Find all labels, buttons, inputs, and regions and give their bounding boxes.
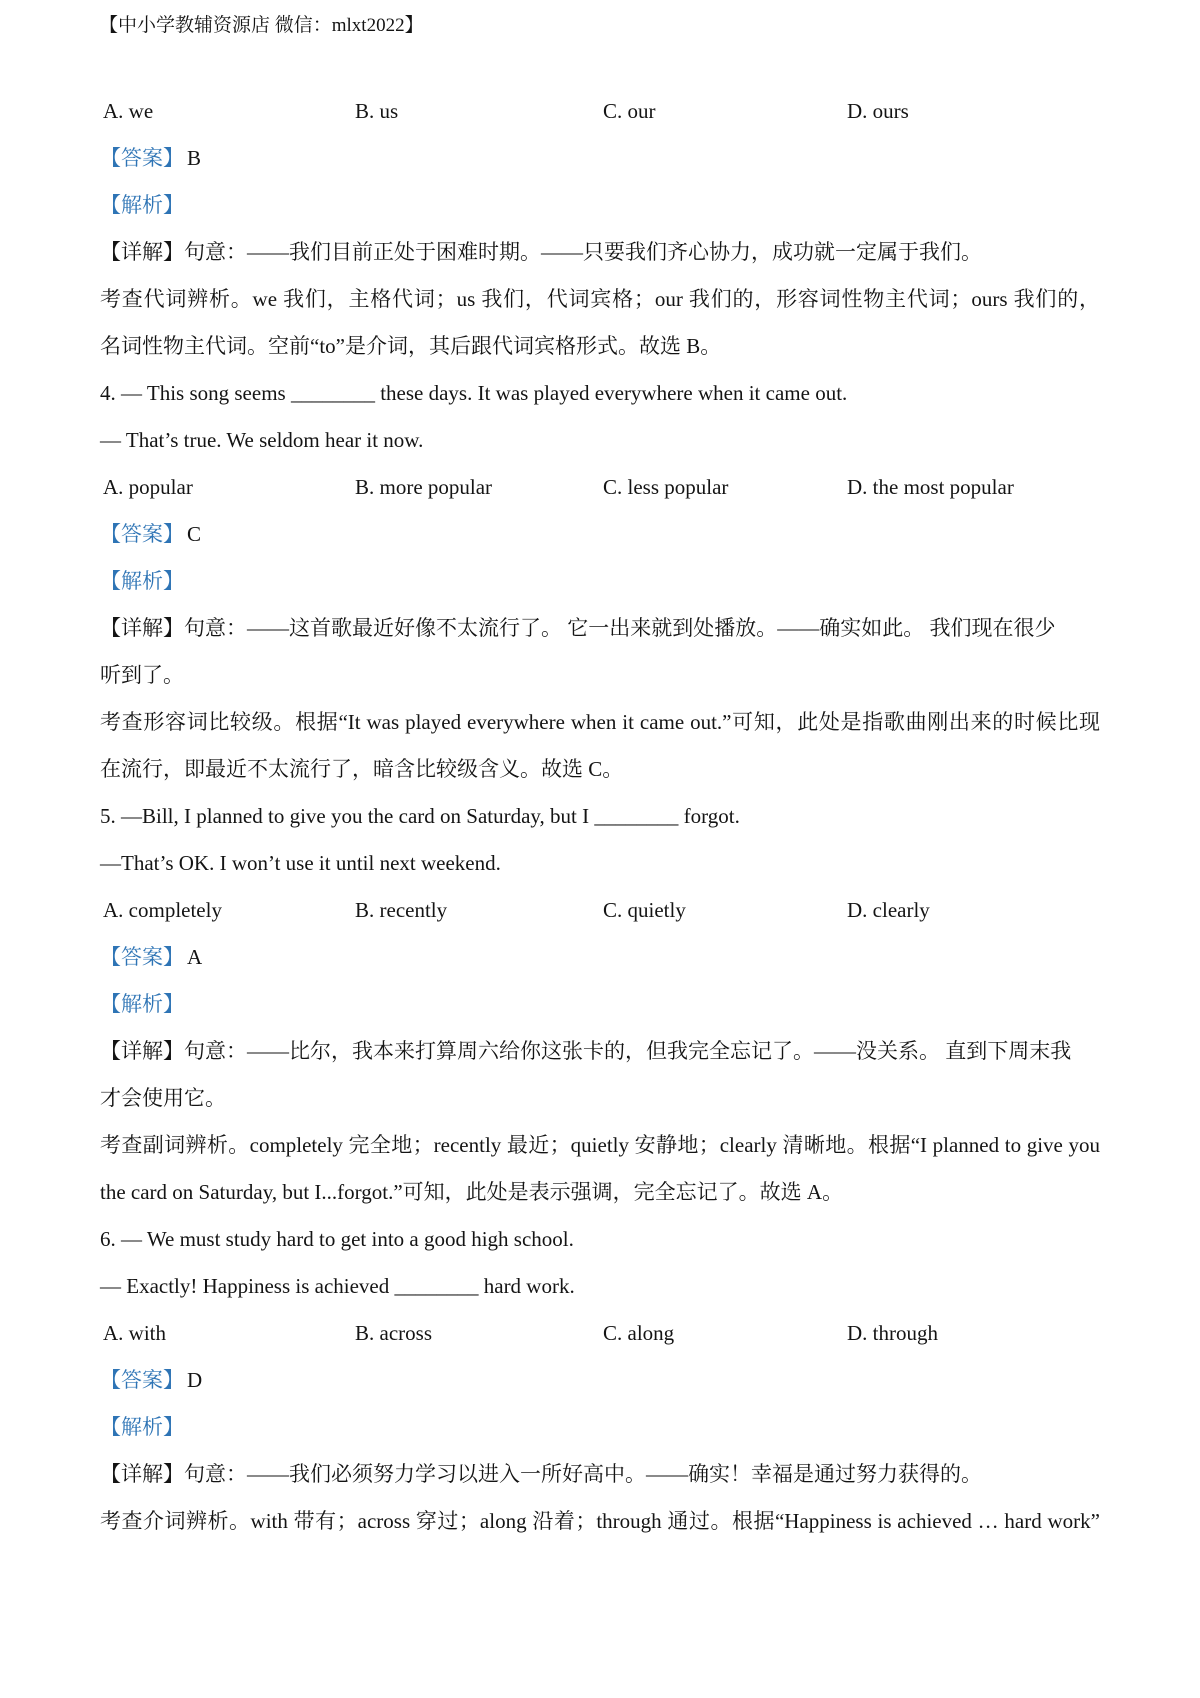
analysis-line [100,981,1100,1028]
option-item: D. through [847,1321,938,1345]
analysis-label: 【解析】 [100,193,184,217]
paragraph-line: 在流行，即最近不太流行了，暗含比较级含义。故选 C。 [100,757,624,781]
option-item: D. clearly [847,898,930,922]
analysis-line [100,558,1100,605]
answer-line [100,1357,1100,1404]
option-item: C. less popular [603,475,729,499]
paragraph-line: 【详解】句意：——我们必须努力学习以进入一所好高中。——确实！幸福是通过努力获得的。 [100,1462,982,1486]
answer-label: 【答案】 [100,1368,184,1392]
option-item: A. completely [103,898,222,922]
option-item: D. ours [847,99,909,123]
paragraph-line: 6. — We must study hard to get into a good high school. [100,1227,574,1251]
answer-value: C [187,522,202,546]
option-item: C. quietly [603,898,686,922]
store-watermark-header: 【中小学教辅资源店 微信：mlxt2022】 [99,15,424,36]
paragraph-line: 名词性物主代词。空前“to”是介词，其后跟代词宾格形式。故选 B。 [100,334,722,358]
answer-label: 【答案】 [100,945,184,969]
options-row [100,1310,1100,1357]
answer-line [100,511,1100,558]
analysis-line [100,182,1100,229]
paragraph-line: 考查形容词比较级。根据“It was played everywhere when it came out.”可知，此处是指歌曲刚出来的时候比现 [100,710,1100,734]
paragraph-line: the card on Saturday, but I...forgot.”可知，此处是表示强调，完全忘记了。故选 A。 [100,1180,844,1204]
paragraph-line: 【详解】句意：——我们目前正处于困难时期。——只要我们齐心协力，成功就一定属于我们。 [100,240,982,264]
paragraph-line: 4. — This song seems ________ these days. It was played everywhere when it came out. [100,381,848,405]
option-item: A. popular [103,475,193,499]
option-item: B. recently [355,898,448,922]
paragraph-line: 才会使用它。 [100,1086,226,1110]
option-item: A. with [103,1321,166,1345]
paragraph-line: — Exactly! Happiness is achieved ________ hard work. [100,1274,575,1298]
paragraph-line: 【详解】句意：——这首歌最近好像不太流行了。 它一出来就到处播放。——确实如此。 我们现在很少 [100,616,1056,640]
paragraph-line: 考查副词辨析。completely 完全地；recently 最近；quietly 安静地；clearly 清晰地。根据“I planned to give you [100,1133,1100,1157]
option-item: A. we [103,99,154,123]
paragraph-line: 【详解】句意：——比尔，我本来打算周六给你这张卡的，但我完全忘记了。——没关系。 直到下周末我 [100,1039,1072,1063]
paragraph-line: — That’s true. We seldom hear it now. [100,428,424,452]
paragraph-line: 听到了。 [100,663,184,687]
answer-value: A [187,945,203,969]
option-item: B. more popular [355,475,493,499]
answer-value: B [187,146,202,170]
analysis-line [100,1404,1100,1451]
paragraph-line: —That’s OK. I won’t use it until next weekend. [100,851,501,875]
answer-line [100,934,1100,981]
option-item: B. across [355,1321,432,1345]
answer-value: D [187,1368,203,1392]
paragraph-line: 考查介词辨析。with 带有；across 穿过；along 沿着；through 通过。根据“Happiness is achieved … hard work” [100,1509,1100,1533]
options-row [100,88,1100,135]
paragraph-line: 5. —Bill, I planned to give you the card on Saturday, but I ________ forgot. [100,804,740,828]
option-item: C. our [603,99,656,123]
analysis-label: 【解析】 [100,1415,184,1439]
document-body [100,88,1100,1545]
answer-label: 【答案】 [100,146,184,170]
answer-line [100,135,1100,182]
analysis-label: 【解析】 [100,569,184,593]
answer-label: 【答案】 [100,522,184,546]
analysis-label: 【解析】 [100,992,184,1016]
option-item: B. us [355,99,399,123]
options-row [100,887,1100,934]
option-item: D. the most popular [847,475,1014,499]
options-row [100,464,1100,511]
option-item: C. along [603,1321,675,1345]
paragraph-line: 考查代词辨析。we 我们，主格代词；us 我们，代词宾格；our 我们的，形容词性物主代词；ours 我们的， [100,287,1100,311]
